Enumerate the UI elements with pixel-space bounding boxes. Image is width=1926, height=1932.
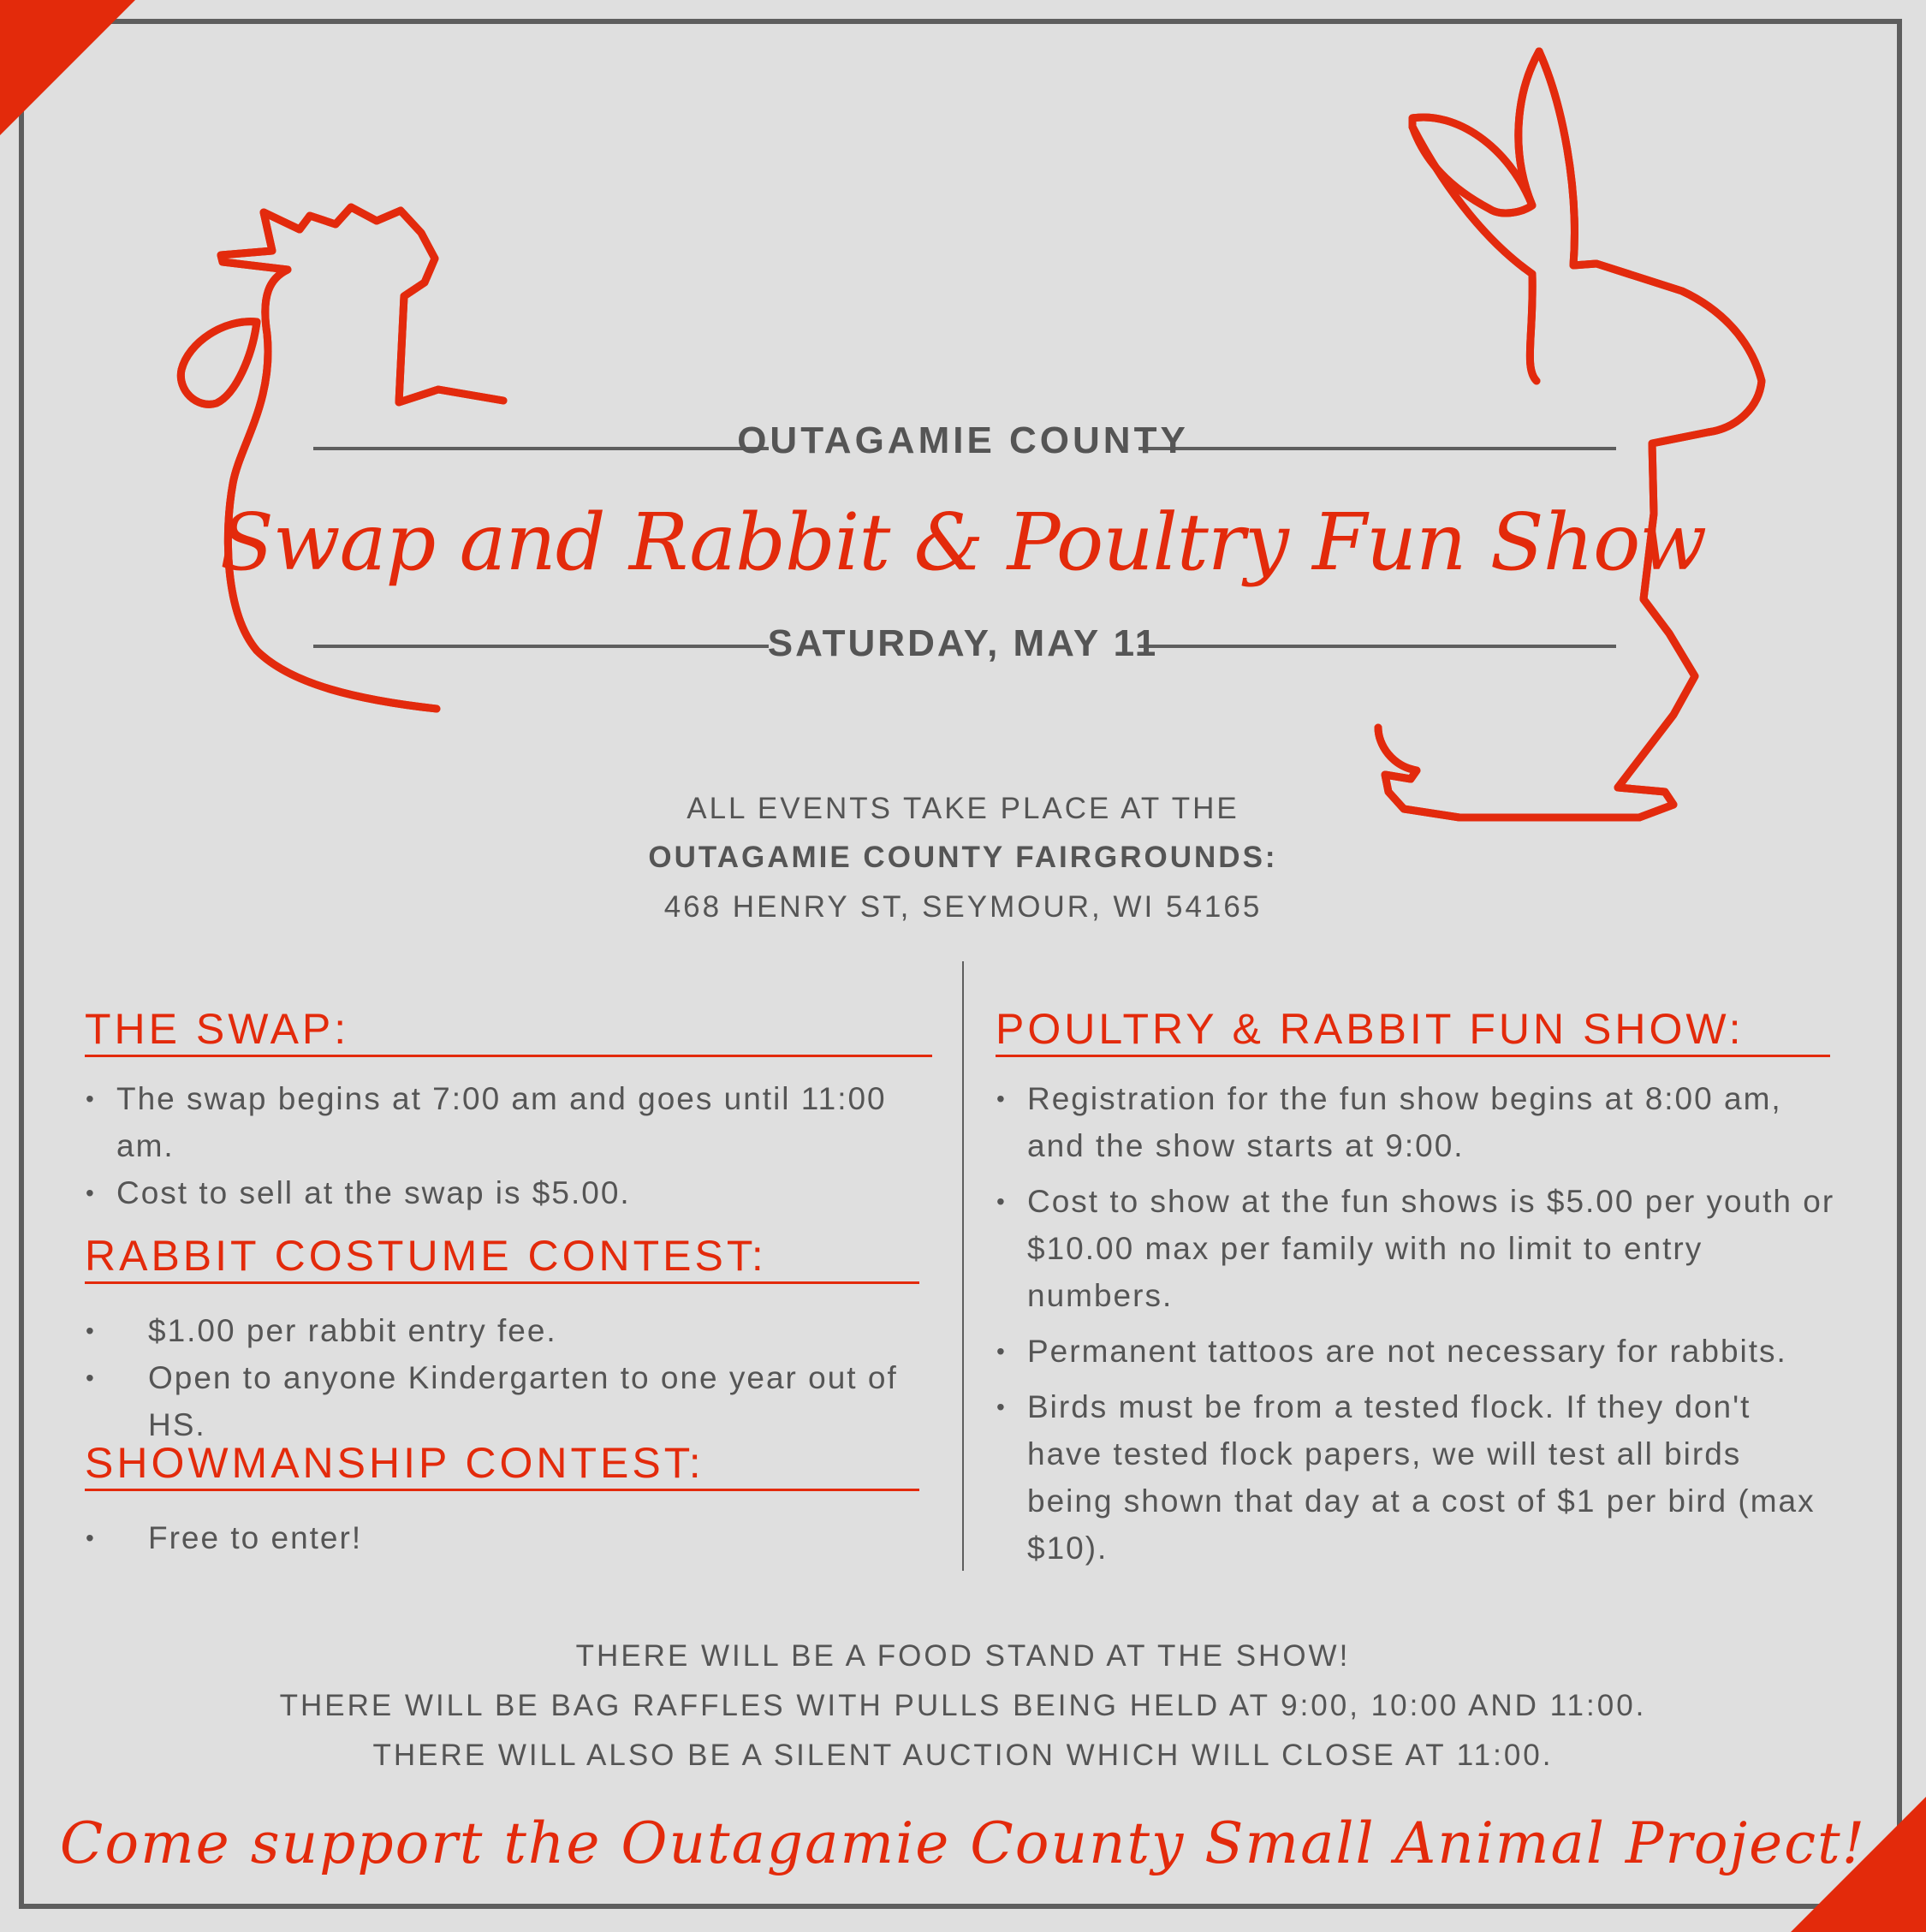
location-address: 468 HENRY ST, SEYMOUR, WI 54165 — [663, 890, 1263, 924]
list-item: • Free to enter! — [86, 1514, 942, 1561]
list-item: • $1.00 per rabbit entry fee. — [86, 1307, 942, 1354]
column-divider — [962, 961, 964, 1571]
list-item: • Birds must be from a tested flock. If they don't have tested flock papers, we will test all birds being shown that day at a cost of $1 per bird (max $10). — [996, 1383, 1835, 1572]
costume-contest-list — [86, 1307, 942, 1448]
fun-show-list — [996, 1075, 1835, 1580]
showmanship-contest-list — [86, 1514, 942, 1561]
county-label: OUTAGAMIE COUNTY — [737, 419, 1189, 461]
location-venue: OUTAGAMIE COUNTY FAIRGROUNDS: — [648, 841, 1278, 874]
silent-auction-note: THERE WILL ALSO BE A SILENT AUCTION WHICH WILL CLOSE AT 11:00. — [372, 1739, 1554, 1772]
swap-list — [86, 1075, 942, 1216]
fun-show-heading: POULTRY & RABBIT FUN SHOW: — [996, 1006, 1830, 1057]
swap-heading: THE SWAP: — [85, 1006, 932, 1057]
closing-slogan: Come support the Outagamie County Small Animal Project! — [59, 1810, 1867, 1876]
event-date: SATURDAY, MAY 11 — [767, 622, 1159, 664]
list-item: • Registration for the fun show begins at 8:00 am, and the show starts at 9:00. — [996, 1075, 1835, 1169]
costume-contest-heading: RABBIT COSTUME CONTEST: — [85, 1233, 919, 1284]
list-item: • Open to anyone Kindergarten to one year out of HS. — [86, 1354, 942, 1448]
location-intro: ALL EVENTS TAKE PLACE AT THE — [687, 792, 1239, 825]
list-item: • Cost to sell at the swap is $5.00. — [86, 1169, 942, 1216]
list-item: • Permanent tattoos are not necessary for rabbits. — [996, 1328, 1835, 1375]
list-item: • The swap begins at 7:00 am and goes until 11:00 am. — [86, 1075, 942, 1169]
event-title: Swap and Rabbit & Poultry Fun Show — [219, 496, 1707, 588]
showmanship-contest-heading: SHOWMANSHIP CONTEST: — [85, 1440, 919, 1491]
list-item: • Cost to show at the fun shows is $5.00 per youth or $10.00 max per family with no limit to entry numbers. — [996, 1178, 1835, 1319]
food-stand-note: THERE WILL BE A FOOD STAND AT THE SHOW! — [575, 1639, 1351, 1673]
bag-raffle-note: THERE WILL BE BAG RAFFLES WITH PULLS BEING HELD AT 9:00, 10:00 AND 11:00. — [279, 1689, 1647, 1722]
